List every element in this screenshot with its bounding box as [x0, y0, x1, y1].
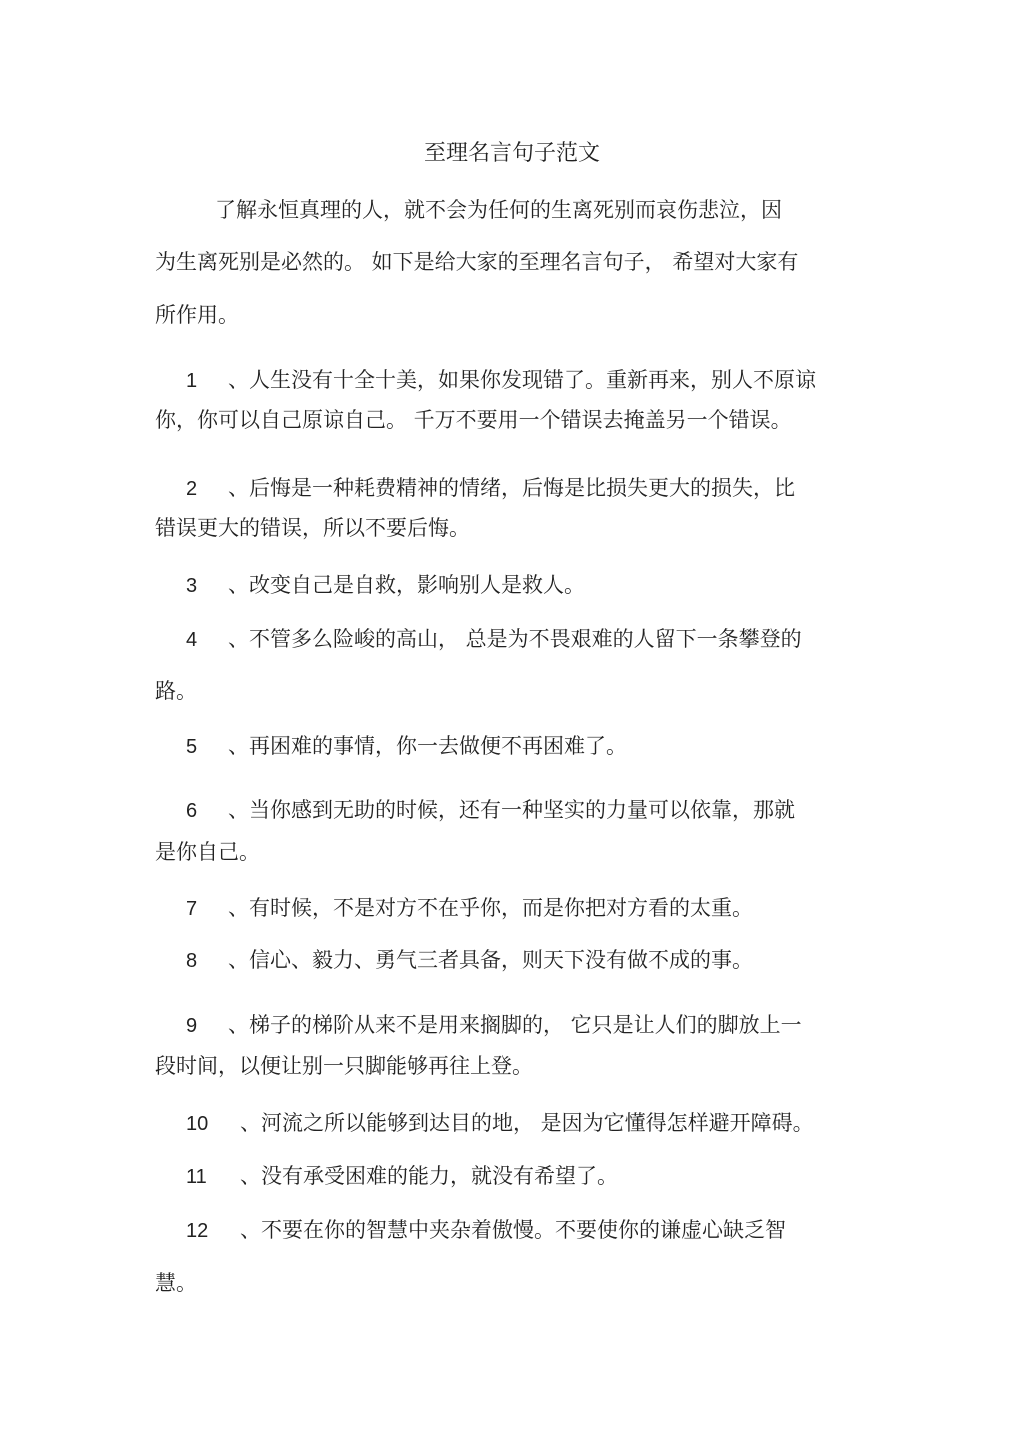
item-text: 、人生没有十全十美，如果你发现错了。重新再来，别人不原谅 [228, 368, 816, 392]
item-text: 路。 [155, 679, 197, 703]
intro-line: 了解永恒真理的人，就不会为任何的生离死别而哀伤悲泣，因 [215, 198, 782, 222]
item-number: 9 [186, 1015, 198, 1037]
item-text: 慧。 [155, 1271, 197, 1295]
item-number: 4 [186, 629, 198, 651]
intro-line: 所作用。 [155, 303, 239, 327]
item-number: 12 [186, 1220, 209, 1242]
item-text: 是你自己。 [155, 840, 260, 864]
item-text: 、不管多么险峻的高山， 总是为不畏艰难的人留下一条攀登的 [228, 627, 802, 651]
item-number: 1 [186, 370, 198, 392]
item-text: 、有时候，不是对方不在乎你，而是你把对方看的太重。 [228, 896, 753, 920]
item-number: 7 [186, 898, 198, 920]
item-text: 、不要在你的智慧中夹杂着傲慢。不要使你的谦虚心缺乏智 [240, 1218, 786, 1242]
item-number: 11 [186, 1166, 207, 1188]
item-text: 你，你可以自己原谅自己。 千万不要用一个错误去掩盖另一个错误。 [155, 408, 792, 432]
item-text: 、河流之所以能够到达目的地， 是因为它懂得怎样避开障碍。 [240, 1111, 814, 1135]
item-number: 8 [186, 950, 198, 972]
item-text: 、后悔是一种耗费精神的情绪，后悔是比损失更大的损失，比 [228, 476, 795, 500]
item-text: 、没有承受困难的能力，就没有希望了。 [240, 1164, 618, 1188]
item-text: 、梯子的梯阶从来不是用来搁脚的， 它只是让人们的脚放上一 [228, 1013, 802, 1037]
document-title: 至理名言句子范文 [423, 141, 600, 166]
item-text: 、改变自己是自救，影响别人是救人。 [228, 573, 585, 597]
item-text: 段时间，以便让别一只脚能够再往上登。 [155, 1054, 533, 1078]
item-text: 、信心、毅力、勇气三者具备，则天下没有做不成的事。 [228, 948, 753, 972]
item-number: 10 [186, 1113, 209, 1135]
item-number: 2 [186, 478, 198, 500]
item-number: 6 [186, 800, 198, 822]
item-number: 5 [186, 736, 198, 758]
intro-line: 为生离死别是必然的。 如下是给大家的至理名言句子， 希望对大家有 [155, 250, 799, 274]
item-number: 3 [186, 575, 198, 597]
item-text: 错误更大的错误，所以不要后悔。 [155, 516, 470, 540]
item-text: 、当你感到无助的时候，还有一种坚实的力量可以依靠，那就 [228, 798, 795, 822]
item-text: 、再困难的事情，你一去做便不再困难了。 [228, 734, 627, 758]
